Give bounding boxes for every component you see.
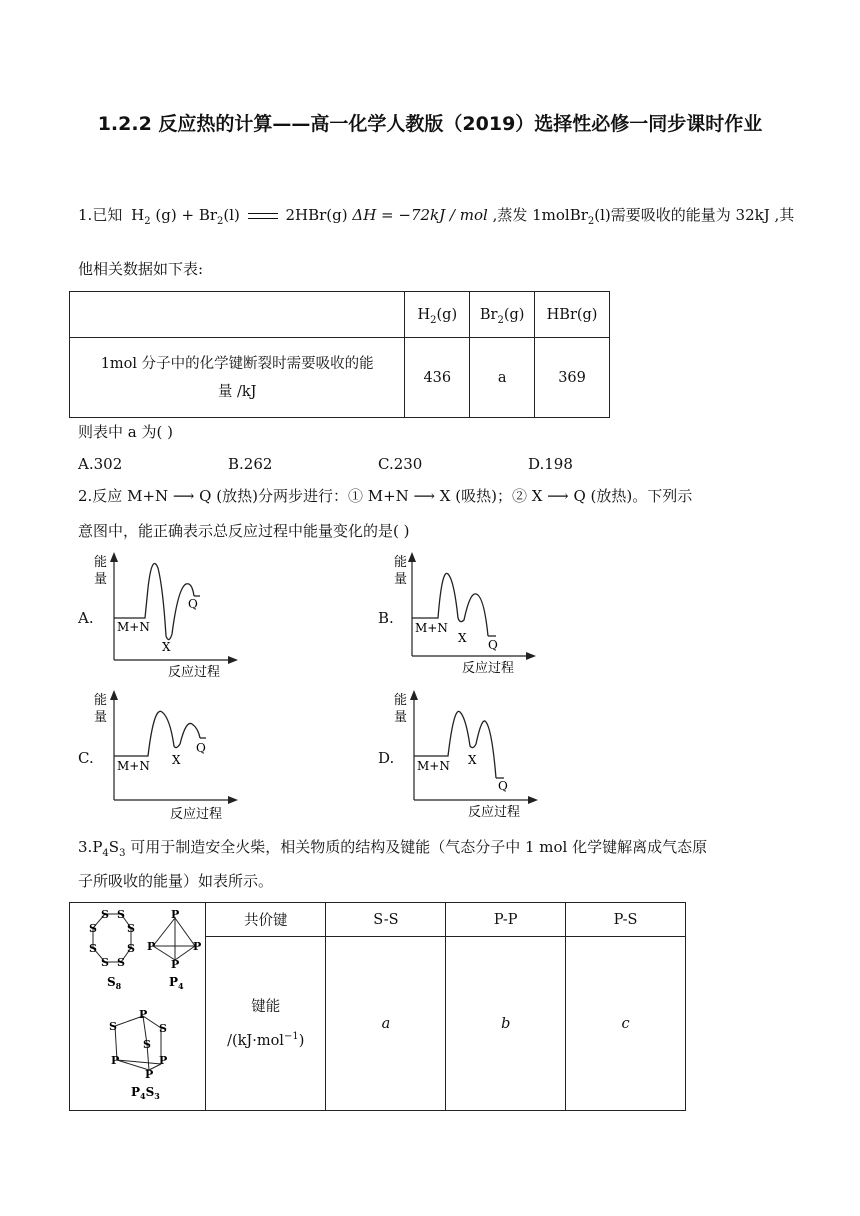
q3-row-label [205,937,326,1111]
svg-text:S: S [89,942,98,955]
q2-option-c-label: C. [78,749,94,767]
x-axis-arrow-icon [526,652,536,660]
mid-label: X [172,753,181,767]
svg-text:S: S [127,942,136,955]
svg-text:P: P [193,940,202,953]
svg-text:S: S [127,922,136,935]
q1-table [69,291,610,418]
q1-equation [131,206,492,227]
svg-text:P: P [147,940,156,953]
p4-label: $P_4$ [169,975,185,991]
mid-label: X [162,640,171,654]
q3-formula-p-sub: 4 [102,848,109,859]
y-axis-arrow-icon [110,690,118,700]
x-axis-label: 反应过程 [168,665,221,680]
q3-line1 [78,835,707,859]
q2-line2: 意图中，能正确表示总反应过程中能量变化的是( ) [78,522,410,540]
start-label: M+N [117,620,150,634]
svg-text:S: S [143,1038,152,1051]
q1-number: 1. [78,206,93,224]
q1-question: 则表中 a 为( ) [78,423,173,441]
p4s3-structure [109,1008,167,1101]
y-axis-label-2: 量 [394,710,408,725]
q3-line2: 子所吸收的能量）如表所示。 [78,872,274,890]
eq-h2: H [131,206,145,224]
x-axis-arrow-icon [528,796,538,804]
q2-option-a-label: A. [78,609,94,627]
p4-structure [147,908,201,991]
q1-cell-h2: 436 [405,338,470,418]
q3-formula-s-sub: 3 [119,848,126,859]
end-label: Q [488,638,498,652]
y-axis-label-1: 能 [94,555,108,570]
s8-structure [89,908,135,991]
y-axis-arrow-icon [408,552,416,562]
q3-th-ps: P-S [566,903,686,937]
q1-option-a: A.302 [78,455,123,473]
start-label: M+N [415,621,448,635]
q1-cell-br2: a [470,338,535,418]
q1-row-label-1: 1mol 分子中的化学键断裂时需要吸收的能 [100,355,374,372]
q3-number: 3. [78,838,93,856]
end-label: Q [498,779,508,793]
q1-option-c: C.230 [378,455,423,473]
q3-line1-text: 可用于制造安全火柴，相关物质的结构及键能（气态分子中 1 mol 化学键解离成气态原 [130,838,708,856]
x-axis-arrow-icon [228,796,238,804]
q2-line1: 2.反应 M+N ⟶ Q (放热)分两步进行：① M+N ⟶ X (吸热)；② X ⟶ Q (放热)。下列示 [78,487,693,505]
q3-formula-s: S [108,838,120,856]
q3-table [69,902,686,1111]
y-axis-label-1: 能 [394,555,408,570]
q2-diagram-d [390,686,550,826]
y-axis-label-1: 能 [394,693,408,708]
y-axis-label-2: 量 [94,572,108,587]
q3-row-label-1: 键能 [251,998,281,1015]
x-axis-arrow-icon [228,656,238,664]
x-axis-label: 反应过程 [170,807,223,822]
q1-option-d: D.198 [528,455,573,473]
q3-th-ss: S-S [326,903,446,937]
q1-th-h2: $H_2(g)$ [405,292,470,338]
q3-structures-cell [70,903,206,1111]
molecule-structures [71,904,203,1109]
y-axis-label-2: 量 [94,710,108,725]
svg-text:P: P [159,1054,168,1067]
q2-option-d-label: D. [378,749,395,767]
eq-state-g: (g) [155,206,177,224]
q1-table-corner [70,292,405,338]
q1-row-label [70,338,405,418]
y-axis-label-1: 能 [94,693,108,708]
p4s3-label: $P_4S_3$ [131,1085,161,1101]
q1-line1 [78,203,794,227]
svg-text:P: P [171,958,180,971]
eq-state-l: (l) [223,206,240,224]
q1-mid: ,蒸发 1molBr [492,206,588,224]
q1-mid-sub: 2 [587,216,595,227]
x-axis-label: 反应过程 [468,805,521,820]
q2-option-b-label: B. [378,609,394,627]
q1-line2: 他相关数据如下表: [78,260,204,278]
mid-label: X [468,753,477,767]
y-axis-arrow-icon [410,690,418,700]
q1-th-hbr: HBr(g) [535,292,610,338]
q2-diagram-a [90,548,250,683]
svg-text:P: P [171,908,180,921]
eq-br2-sub: 2 [217,216,224,227]
y-axis-arrow-icon [110,552,118,562]
q2-diagram-b [390,548,550,683]
q1-mid2: (l)需要吸收的能量为 32kJ ,其 [594,206,795,224]
x-axis-label: 反应过程 [462,661,515,676]
q1-cell-hbr: 369 [535,338,610,418]
end-label: Q [196,741,206,755]
eq-delta-h: ΔH = −72kJ / mol [352,206,488,224]
eq-plus: + [181,206,195,224]
s8-label: $S_8$ [107,975,122,991]
eq-double-bar [248,213,278,219]
page-title: 1.2.2 反应热的计算——高一化学人教版（2019）选择性必修一同步课时作业 [97,113,763,135]
svg-text:S: S [159,1022,168,1035]
eq-h2-sub: 2 [144,216,151,227]
svg-text:S: S [101,956,110,969]
q3-formula-p: P [92,838,103,856]
mid-label: X [458,631,467,645]
energy-curve [114,711,200,756]
q3-cell-ps: c [566,937,686,1111]
end-label: Q [188,597,198,611]
svg-text:S: S [101,908,110,921]
q3-th-bond: 共价键 [205,903,326,937]
q3-cell-pp: b [446,937,566,1111]
svg-text:S: S [109,1020,118,1033]
start-label: M+N [417,759,450,773]
y-axis-label-2: 量 [394,572,408,587]
svg-text:S: S [89,922,98,935]
q1-th-br2: $Br_2(g)$ [470,292,535,338]
eq-br2: Br [198,206,218,224]
q3-cell-ss: a [326,937,446,1111]
q1-prefix: 已知 [92,206,123,224]
svg-text:P: P [111,1054,120,1067]
q3-th-pp: P-P [446,903,566,937]
svg-text:S: S [117,956,126,969]
q1-row-label-2: 量 /kJ [217,383,257,400]
q2-diagram-c [90,686,250,826]
svg-text:P: P [139,1008,148,1021]
svg-text:S: S [117,908,126,921]
start-label: M+N [117,759,150,773]
q1-option-b: B.262 [228,455,273,473]
svg-text:P: P [145,1068,154,1081]
eq-product: 2HBr(g) [285,206,348,224]
q3-row-label-2: /(kJ·mol$^{-1}$) [227,1030,305,1049]
